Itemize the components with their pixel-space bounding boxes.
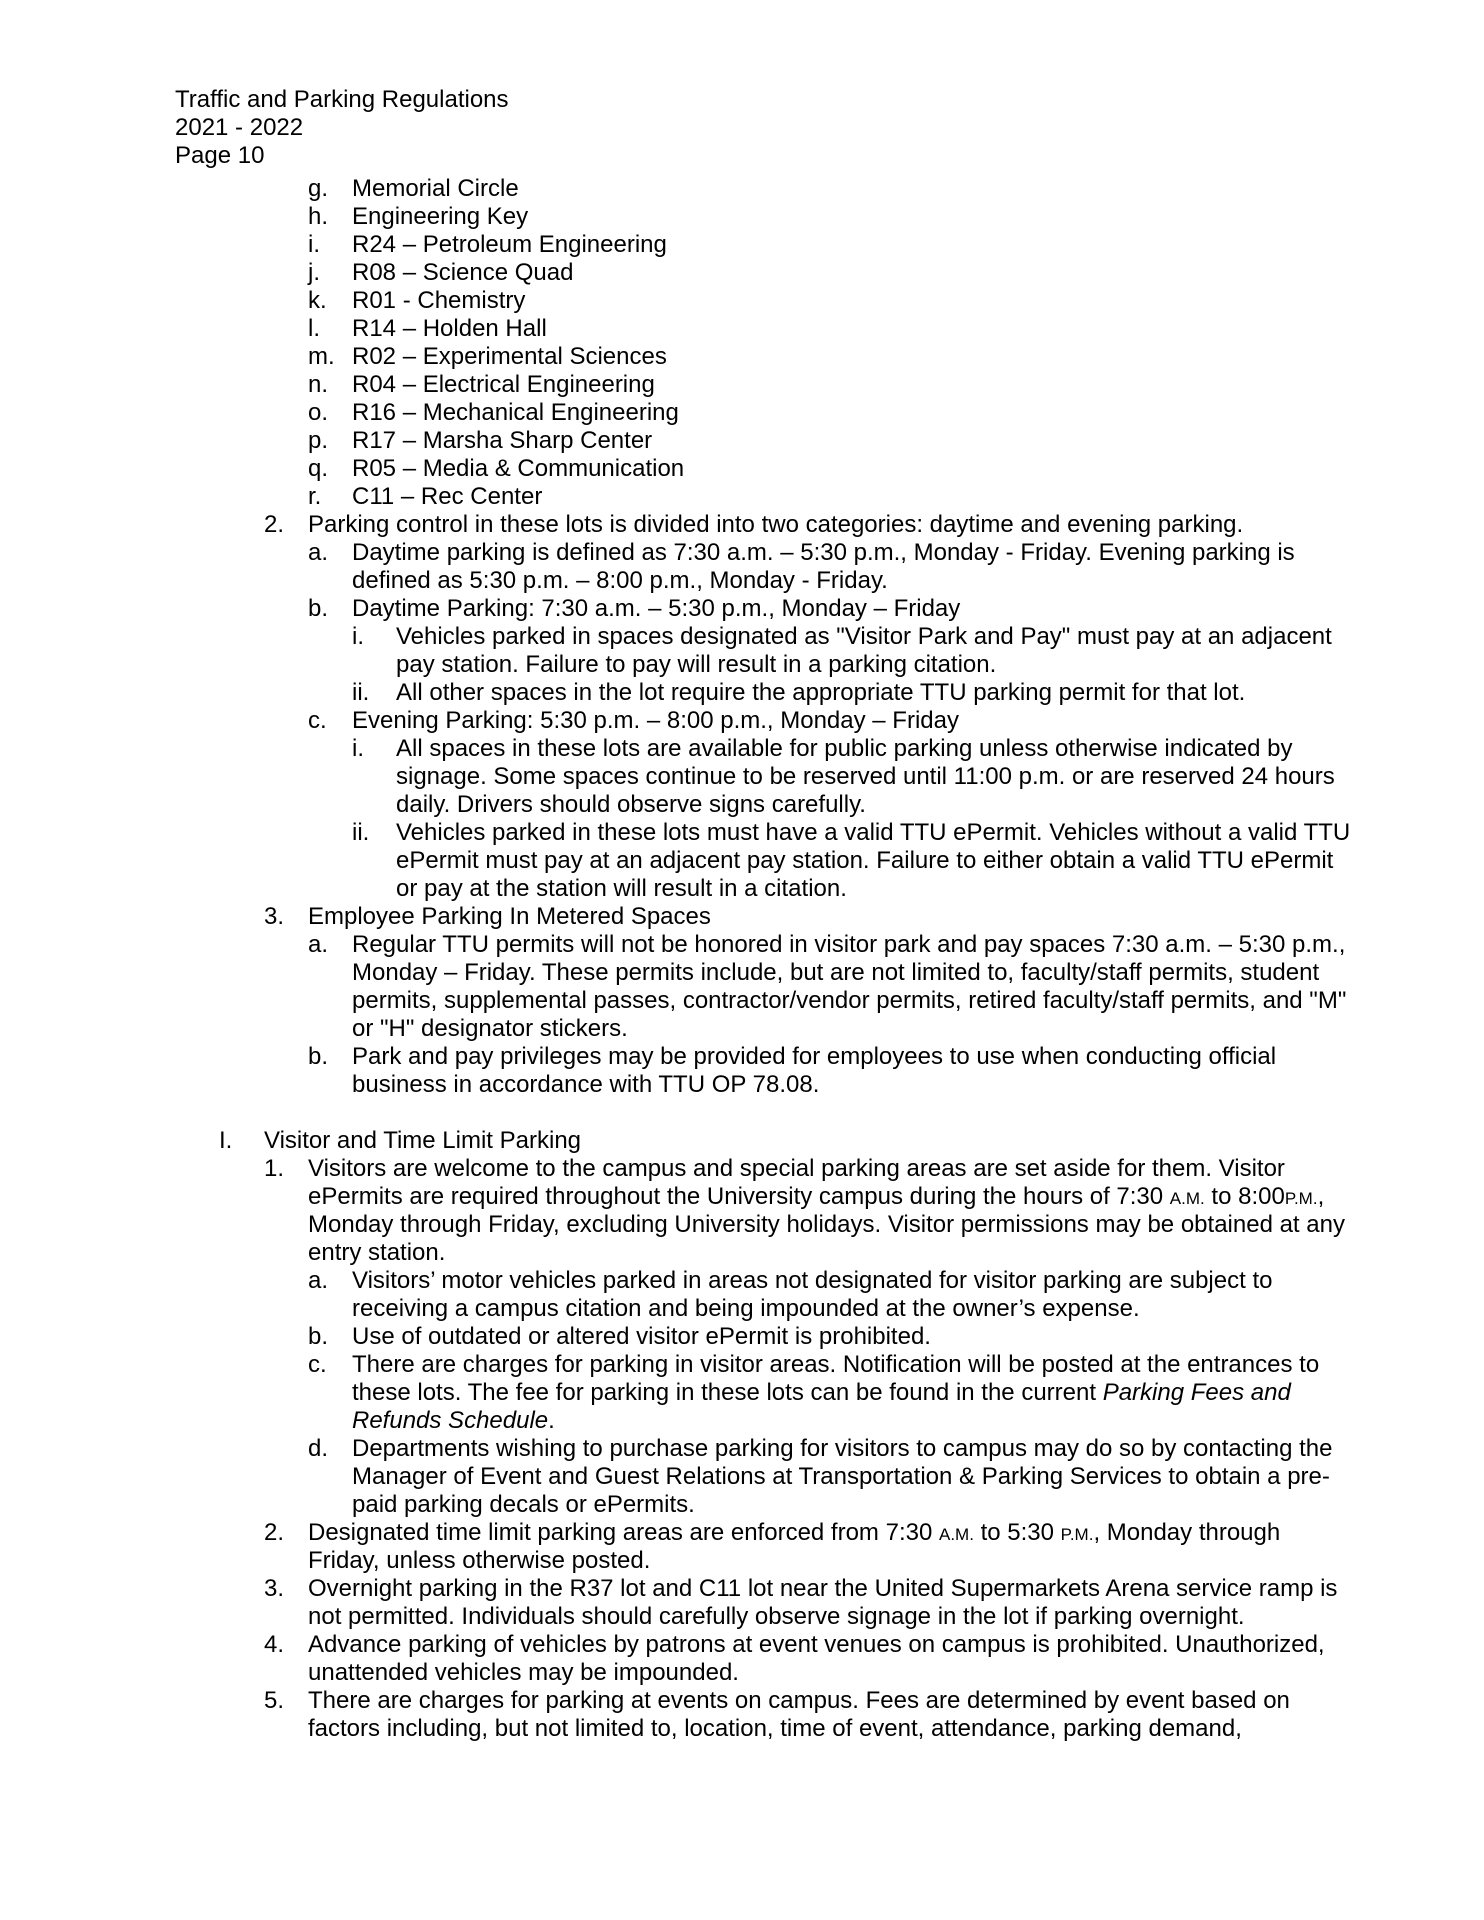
item-label: b. <box>308 595 329 622</box>
item-text: R14 – Holden Hall <box>352 315 547 342</box>
item-text: All spaces in these lots are available for public parking unless otherwise indicated by <box>396 735 1293 762</box>
item-text: R16 – Mechanical Engineering <box>352 399 679 426</box>
item-label: 2. <box>264 1519 285 1546</box>
item-text: daily. Drivers should observe signs carefully. <box>396 791 866 818</box>
item-text: Vehicles parked in spaces designated as "Visitor Park and Pay" must pay at an adjacent <box>396 623 1332 650</box>
section-title: Visitor and Time Limit Parking <box>264 1127 582 1154</box>
item-label: a. <box>308 931 329 958</box>
item-label: 3. <box>264 1575 285 1602</box>
item-label: a. <box>308 1267 329 1294</box>
item-label: c. <box>308 1351 327 1378</box>
item-text: Memorial Circle <box>352 175 519 202</box>
item-label: i. <box>308 231 320 258</box>
item-label: l. <box>308 315 320 342</box>
item-text: Vehicles parked in these lots must have a valid TTU ePermit. Vehicles without a valid TTU <box>396 819 1351 846</box>
item-text: C11 – Rec Center <box>352 483 543 510</box>
item-text: R17 – Marsha Sharp Center <box>352 427 653 454</box>
item-label: b. <box>308 1323 329 1350</box>
item-label: p. <box>308 427 329 454</box>
item-text: or "H" designator stickers. <box>352 1015 628 1042</box>
item-label: m. <box>308 343 335 370</box>
item-label: j. <box>308 259 320 286</box>
item-label: i. <box>352 623 364 650</box>
item-label: o. <box>308 399 329 426</box>
item-text: ePermit must pay at an adjacent pay station. Failure to either obtain a valid TTU ePermit <box>396 847 1334 874</box>
item-text: Parking control in these lots is divided into two categories: daytime and evening parking. <box>308 511 1244 538</box>
item-text: Departments wishing to purchase parking for visitors to campus may do so by contacting the <box>352 1435 1333 1462</box>
item-text: Visitors’ motor vehicles parked in areas not designated for visitor parking are subject to <box>352 1267 1273 1294</box>
item-label: 4. <box>264 1631 285 1658</box>
item-label: n. <box>308 371 329 398</box>
item-text: R08 – Science Quad <box>352 259 574 286</box>
item-text: Use of outdated or altered visitor ePermit is prohibited. <box>352 1323 931 1350</box>
item-text: signage. Some spaces continue to be reserved until 11:00 p.m. or are reserved 24 hours <box>396 763 1335 790</box>
item-text: receiving a campus citation and being impounded at the owner’s expense. <box>352 1295 1140 1322</box>
item-text: There are charges for parking in visitor areas. Notification will be posted at the entrances to <box>352 1351 1320 1378</box>
item-text: Engineering Key <box>352 203 529 230</box>
item-text: Evening Parking: 5:30 p.m. – 8:00 p.m., Monday – Friday <box>352 707 959 734</box>
item-text: Monday – Friday. These permits include, but are not limited to, faculty/staff permits, student <box>352 959 1320 986</box>
doc-year: 2021 - 2022 <box>175 114 304 141</box>
item-text: ePermits are required throughout the University campus during the hours of 7:30 A.M. to 8:00P.M., <box>308 1183 1325 1210</box>
item-label: d. <box>308 1435 329 1462</box>
item-label: q. <box>308 455 329 482</box>
item-text: Monday through Friday, excluding University holidays. Visitor permissions may be obtained at any <box>308 1211 1345 1238</box>
fees-schedule-title: Refunds Schedule <box>352 1407 549 1434</box>
item-text: pay station. Failure to pay will result in a parking citation. <box>396 651 997 678</box>
pm-smallcaps: P.M. <box>1284 1189 1318 1208</box>
item-text: unattended vehicles may be impounded. <box>308 1659 739 1686</box>
item-text: Park and pay privileges may be provided for employees to use when conducting official <box>352 1043 1277 1070</box>
item-text: paid parking decals or ePermits. <box>352 1491 695 1518</box>
item-label: h. <box>308 203 329 230</box>
item-label: a. <box>308 539 329 566</box>
item-text: Employee Parking In Metered Spaces <box>308 903 711 930</box>
item-text: these lots. The fee for parking in these lots can be found in the current Parking Fees and <box>352 1379 1291 1406</box>
item-text: or pay at the station will result in a citation. <box>396 875 847 902</box>
item-label: i. <box>352 735 364 762</box>
doc-title: Traffic and Parking Regulations <box>175 86 509 113</box>
item-text: permits, supplemental passes, contractor/vendor permits, retired faculty/staff permits, and "M" <box>352 987 1347 1014</box>
item-label: 5. <box>264 1687 285 1714</box>
am-smallcaps: A.M. <box>938 1525 974 1544</box>
item-text: Manager of Event and Guest Relations at Transportation & Parking Services to obtain a pre- <box>352 1463 1330 1490</box>
item-label: 2. <box>264 511 285 538</box>
section-label: I. <box>219 1127 233 1154</box>
item-label: k. <box>308 287 327 314</box>
fees-schedule-title: Parking Fees and <box>1102 1379 1291 1406</box>
item-label: 3. <box>264 903 285 930</box>
item-label: 1. <box>264 1155 285 1182</box>
item-label: c. <box>308 707 327 734</box>
item-text: not permitted. Individuals should carefully observe signage in the lot if parking overnight. <box>308 1603 1245 1630</box>
item-label: b. <box>308 1043 329 1070</box>
item-text: defined as 5:30 p.m. – 8:00 p.m., Monday - Friday. <box>352 567 888 594</box>
item-text: entry station. <box>308 1239 446 1266</box>
item-text: Overnight parking in the R37 lot and C11 lot near the United Supermarkets Arena service ramp is <box>308 1575 1338 1602</box>
item-text: Visitors are welcome to the campus and special parking areas are set aside for them. Visitor <box>308 1155 1285 1182</box>
page-number: Page 10 <box>175 142 265 169</box>
item-text: There are charges for parking at events on campus. Fees are determined by event based on <box>308 1687 1290 1714</box>
item-text: All other spaces in the lot require the appropriate TTU parking permit for that lot. <box>396 679 1246 706</box>
item-text: business in accordance with TTU OP 78.08. <box>352 1071 820 1098</box>
item-text: Daytime parking is defined as 7:30 a.m. – 5:30 p.m., Monday - Friday. Evening parking is <box>352 539 1295 566</box>
item-text: R02 – Experimental Sciences <box>352 343 667 370</box>
am-smallcaps: A.M. <box>1169 1189 1205 1208</box>
item-text: Designated time limit parking areas are enforced from 7:30 A.M. to 5:30 P.M., Monday through <box>308 1519 1281 1546</box>
item-text: Friday, unless otherwise posted. <box>308 1547 651 1574</box>
pm-smallcaps: P.M. <box>1060 1525 1094 1544</box>
item-label: r. <box>308 483 322 510</box>
item-label: ii. <box>352 819 370 846</box>
item-text: R24 – Petroleum Engineering <box>352 231 667 258</box>
item-text: Refunds Schedule. <box>352 1407 555 1434</box>
item-text: R01 - Chemistry <box>352 287 526 314</box>
item-label: ii. <box>352 679 370 706</box>
item-text: Advance parking of vehicles by patrons at event venues on campus is prohibited. Unauthorized, <box>308 1631 1325 1658</box>
item-text: Daytime Parking: 7:30 a.m. – 5:30 p.m., Monday – Friday <box>352 595 961 622</box>
item-text: factors including, but not limited to, location, time of event, attendance, parking demand, <box>308 1715 1242 1742</box>
item-text: R04 – Electrical Engineering <box>352 371 655 398</box>
item-text: R05 – Media & Communication <box>352 455 685 482</box>
item-label: g. <box>308 175 329 202</box>
item-text: Regular TTU permits will not be honored in visitor park and pay spaces 7:30 a.m. – 5:30 p.m., <box>352 931 1346 958</box>
